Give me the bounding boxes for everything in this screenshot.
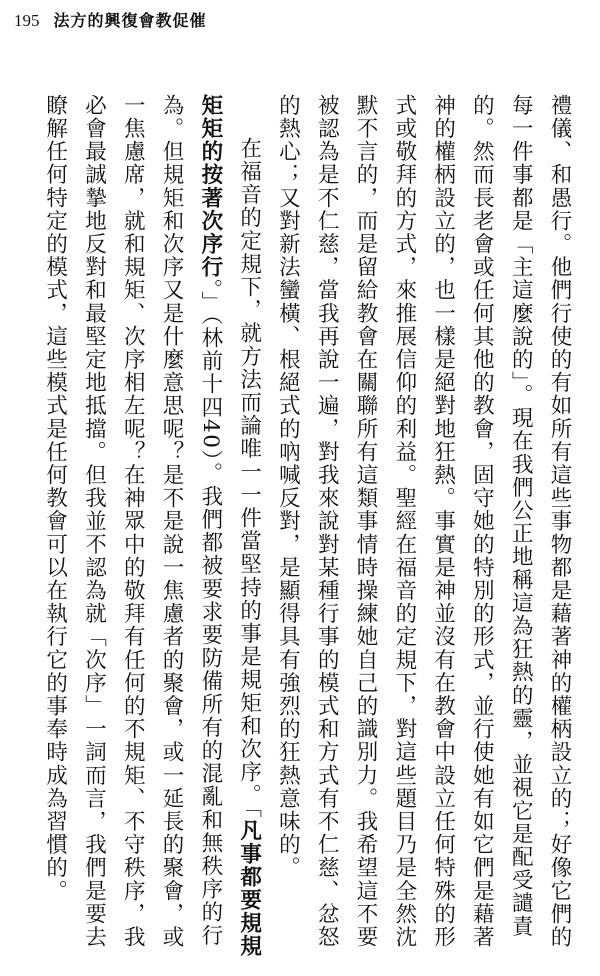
page-number: 195 [14, 11, 40, 30]
paragraph-2-body: 。」（林前十四40）。我們都被要求要防備所有的混亂和無秩序的行為。但規矩和次序又是什麼意思呢？是不是說一焦慮者的聚會，或一延長的聚會，或一焦慮席，就和規矩、次序相左呢？在神眾中的敬拜有任何的不規矩、不守秩序，我必會最誠摯地反對和最堅定地抵擋。但我並不認為就「次序」一詞而言，我們是要去瞭解任何特定的模式，這些模式是任何教會可以在執行它的事奉時成為習慣的。 [42, 94, 223, 949]
paragraph-2-opening: 在福音的定規下，就方法而論唯一一件當堅持的事是規矩和次序。「 [236, 137, 262, 820]
scripture-quote: 凡事都要規規矩矩的按著次序行 [197, 94, 262, 958]
paragraph-1: 禮儀、和愚行。他們行使的有如所有這些事物都是藉著神的權柄設立的；好像它們的每一件事都是「主這麼說的」。現在我們公正地稱這為狂熱的靈，並視它是配受譴責的。然而長老會或任何其他的教會，固守她的特別的形式，並行使她有如它們是藉著神的權柄設立的，也一樣是絕對地狂熱。事實是神並沒有在教會中設立任何特殊的形式或敬拜的方式，來推展信仰的利益。聖經在福音的定規下，對這些題目乃是全然沈默不言的，而是留給教會在關聯所有這類事情時操練她自己的識別力。我希望這不要被認為是不仁慈，當我再說一遍，對我來說對某種行事的模式和方式有不仁慈、忿怒的熱心；又對新法蠻橫、根絕式的吶喊反對，是顯得具有強烈的狂熱意味的。 [275, 94, 572, 949]
body-text [42, 94, 578, 962]
page-header [14, 8, 207, 34]
running-title: 法方的興復會教促催 [53, 11, 207, 30]
paragraph-indent [248, 94, 249, 137]
